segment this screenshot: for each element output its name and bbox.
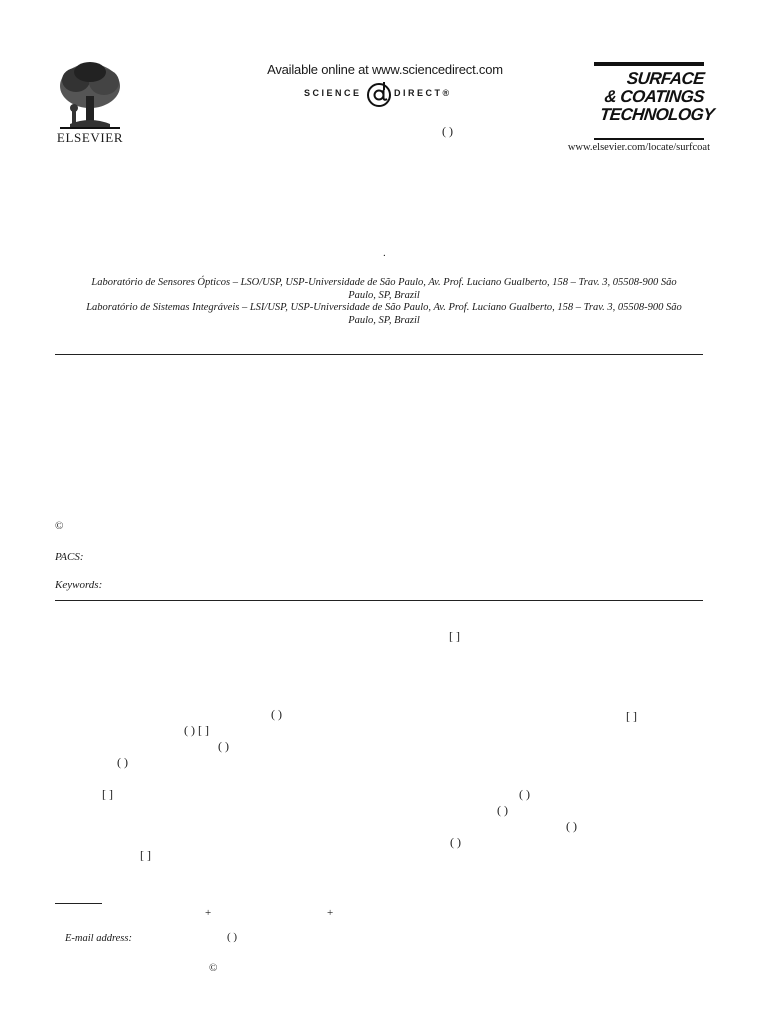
footnote-copyright: © bbox=[209, 962, 218, 974]
citation-fragment: ( ) bbox=[497, 803, 508, 817]
sd-science-word: SCIENCE bbox=[304, 88, 362, 98]
abstract-copyright: © bbox=[55, 520, 64, 532]
journal-citation: ( ) bbox=[442, 124, 453, 138]
journal-logo-line: SURFACE bbox=[626, 69, 706, 88]
footnote-divider bbox=[55, 903, 102, 904]
citation-fragment: ( ) bbox=[566, 819, 577, 833]
sd-at-icon bbox=[366, 80, 392, 108]
citation-fragment: [ ] bbox=[140, 848, 151, 862]
sd-direct-word: DIRECT® bbox=[394, 88, 452, 98]
citation-fragment: [ ] bbox=[449, 629, 460, 643]
citation-fragment: [ ] bbox=[102, 787, 113, 801]
elsevier-tree-logo bbox=[52, 60, 128, 130]
citation-fragment: [ ] bbox=[626, 709, 637, 723]
email-fragment: ( ) bbox=[227, 931, 238, 943]
citation-fragment: ( ) bbox=[218, 739, 229, 753]
citation-fragment: ( ) [ ] bbox=[184, 723, 209, 737]
divider bbox=[55, 600, 703, 601]
email-label: E-mail address: bbox=[65, 933, 132, 944]
journal-logo-line: & COATINGS bbox=[603, 87, 706, 106]
citation-fragment: ( ) bbox=[271, 707, 282, 721]
publisher-name: ELSEVIER bbox=[56, 130, 124, 145]
affiliation: Laboratório de Sensores Ópticos – LSO/USP, USP-Universidade de São Paulo, Av. Prof. Luciano Gualberto, 158 – Trav. 3, 05508-900 São Paulo, SP, Brazil bbox=[91, 277, 677, 301]
sciencedirect-logo bbox=[290, 80, 490, 110]
journal-logo-line: TECHNOLOGY bbox=[599, 105, 716, 124]
affiliation: Laboratório de Sistemas Integráveis – LSI/USP, USP-Universidade de São Paulo, Av. Prof. Luciano Gualberto, 158 – Trav. 3, 05508-900 São Paulo, SP, Brazil bbox=[86, 302, 682, 326]
journal-url: www.elsevier.com/locate/surfcoat bbox=[567, 142, 710, 153]
citation-fragment: ( ) bbox=[450, 835, 461, 849]
keywords-label: Keywords: bbox=[55, 579, 103, 591]
fax-plus: + bbox=[327, 907, 334, 919]
pacs-label: PACS: bbox=[55, 551, 84, 563]
phone-plus: + bbox=[205, 907, 212, 919]
citation-fragment: ( ) bbox=[117, 755, 128, 769]
sciencedirect-availability: Available online at www.sciencedirect.com bbox=[267, 62, 503, 77]
citation-fragment: ( ) bbox=[519, 787, 530, 801]
divider bbox=[55, 354, 703, 355]
author-line: . bbox=[383, 247, 386, 259]
journal-logo bbox=[594, 62, 716, 144]
